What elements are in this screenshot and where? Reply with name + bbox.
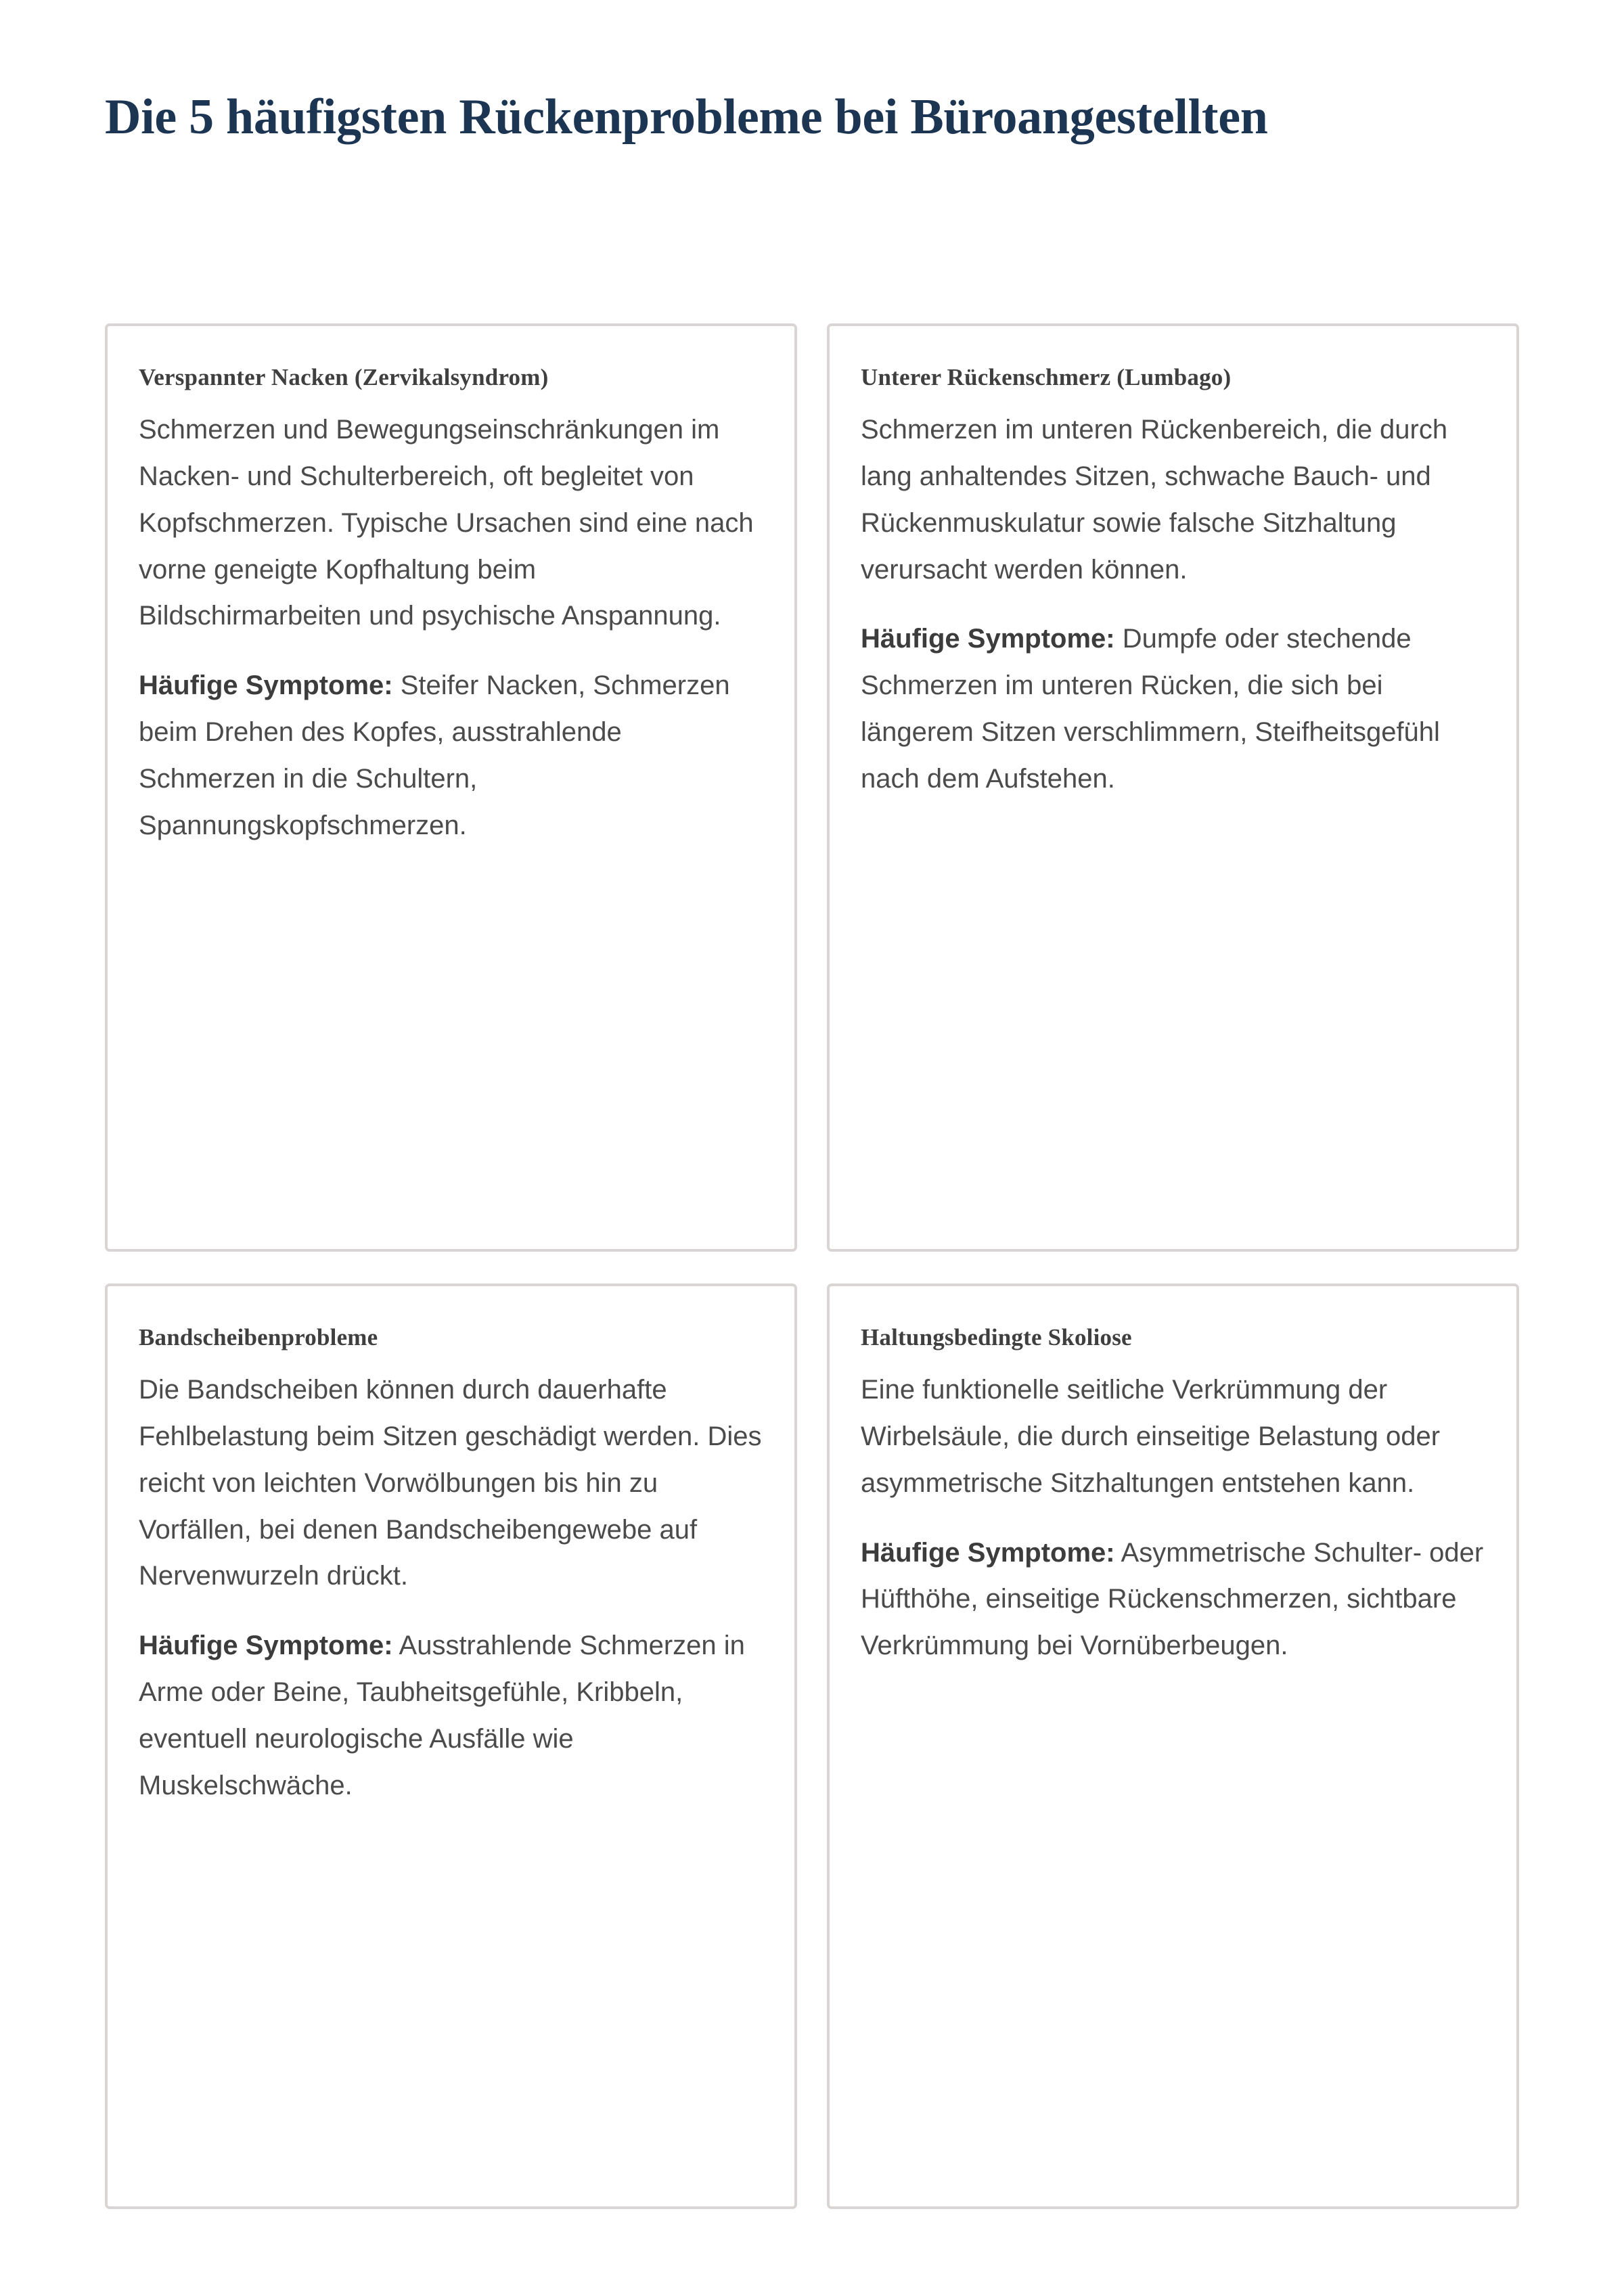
symptoms-text: Steifer Nacken, Schmerzen beim Drehen des Kopfes, ausstrahlende Schmerzen in die Schultern, Spannungskopfschmerzen.: [139, 671, 730, 840]
symptoms-label: Häufige Symptome:: [139, 1631, 393, 1661]
problem-card: [105, 1283, 797, 2209]
card-description: Schmerzen und Bewegungseinschränkungen im Nacken- und Schulterbereich, oft begleitet von Kopfschmerzen. Typische Ursachen sind eine nach vorne geneigte Kopfhaltung beim Bildschirmarbeiten und psychische Anspannung.: [139, 415, 754, 631]
card-heading: Bandscheibenprobleme: [139, 1324, 378, 1350]
card-column: [827, 1283, 1519, 2209]
card-row-bottom: [105, 1283, 1519, 2209]
card-column: [105, 323, 797, 1252]
card-column: [105, 1283, 797, 2209]
card-row-top: [105, 323, 1519, 1252]
page-title: Die 5 häufigsten Rückenprobleme bei Büroangestellten: [105, 89, 1268, 145]
symptoms-label: Häufige Symptome:: [139, 671, 393, 701]
card-column: [827, 323, 1519, 1252]
card-symptoms-paragraph: [861, 616, 1485, 802]
card-heading: Unterer Rückenschmerz (Lumbago): [861, 364, 1232, 390]
problem-cards-grid: [105, 323, 1519, 2209]
symptoms-text: Dumpfe oder stechende Schmerzen im unteren Rücken, die sich bei längerem Sitzen verschlimmern, Steifheitsgefühl nach dem Aufstehen.: [861, 624, 1440, 794]
problem-card: [827, 1283, 1519, 2209]
card-heading: Haltungsbedingte Skoliose: [861, 1324, 1132, 1350]
symptoms-label: Häufige Symptome:: [861, 1537, 1115, 1568]
symptoms-text: Asymmetrische Schulter- oder Hüfthöhe, einseitige Rückenschmerzen, sichtbare Verkrümmung bei Vornüberbeugen.: [861, 1537, 1484, 1661]
card-heading: Verspannter Nacken (Zervikalsyndrom): [139, 364, 549, 390]
symptoms-text: Ausstrahlende Schmerzen in Arme oder Beine, Taubheitsgefühle, Kribbeln, eventuell neurologische Ausfälle wie Muskelschwäche.: [139, 1631, 745, 1800]
card-symptoms-paragraph: [139, 662, 763, 848]
card-description: Eine funktionelle seitliche Verkrümmung der Wirbelsäule, die durch einseitige Belastung oder asymmetrische Sitzhaltungen entstehen kann.: [861, 1375, 1441, 1498]
card-description: Die Bandscheiben können durch dauerhafte Fehlbelastung beim Sitzen geschädigt werden. Dies reicht von leichten Vorwölbungen bis hin zu Vorfällen, bei denen Bandscheibengewebe auf Nervenwurzeln drückt.: [139, 1375, 762, 1591]
problem-card: [827, 323, 1519, 1252]
card-symptoms-paragraph: [139, 1622, 763, 1809]
card-description: Schmerzen im unteren Rückenbereich, die durch lang anhaltendes Sitzen, schwache Bauch- und Rückenmuskulatur sowie falsche Sitzhaltung verursacht werden können.: [861, 415, 1448, 585]
card-symptoms-paragraph: [861, 1530, 1485, 1669]
symptoms-label: Häufige Symptome:: [861, 624, 1115, 654]
problem-card: [105, 323, 797, 1252]
